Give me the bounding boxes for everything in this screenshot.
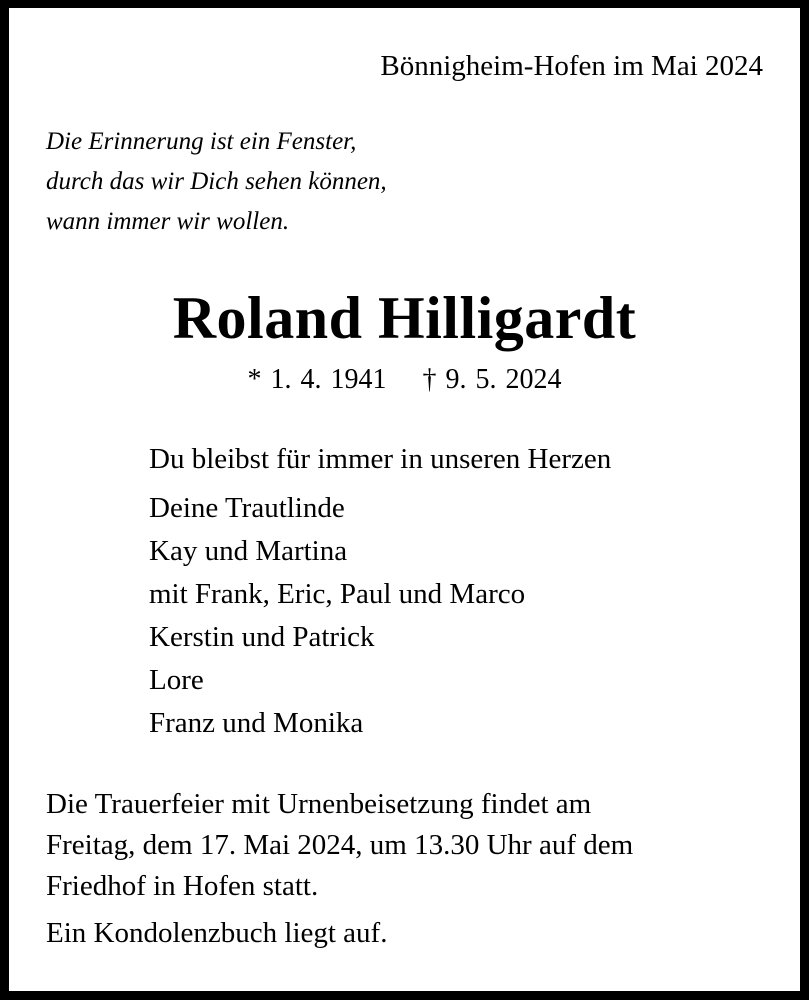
deceased-name: Roland Hilligardt: [172, 285, 637, 351]
funeral-info-line: Die Trauerfeier mit Urnenbeisetzung findet am: [46, 788, 592, 820]
funeral-info-line: Friedhof in Hofen statt.: [46, 870, 319, 902]
family-member: Kerstin und Patrick: [149, 621, 375, 653]
family-member: Franz und Monika: [149, 707, 364, 739]
family-member: Kay und Martina: [149, 535, 348, 567]
quote-line: Die Erinnerung ist ein Fenster,: [46, 128, 357, 155]
place-date: Bönnigheim-Hofen im Mai 2024: [380, 50, 763, 82]
funeral-info-line: Ein Kondolenzbuch liegt auf.: [46, 917, 388, 949]
family-member: Lore: [149, 664, 204, 696]
farewell-line: Du bleibst für immer in unseren Herzen: [149, 443, 612, 475]
quote-line: wann immer wir wollen.: [46, 208, 290, 235]
funeral-info-line: Freitag, dem 17. Mai 2024, um 13.30 Uhr auf dem: [46, 829, 634, 861]
life-dates: * 1. 4. 1941 † 9. 5. 2024: [247, 364, 562, 395]
family-member: mit Frank, Eric, Paul und Marco: [149, 578, 526, 610]
quote-line: durch das wir Dich sehen können,: [46, 168, 387, 195]
family-member: Deine Trautlinde: [149, 492, 345, 524]
